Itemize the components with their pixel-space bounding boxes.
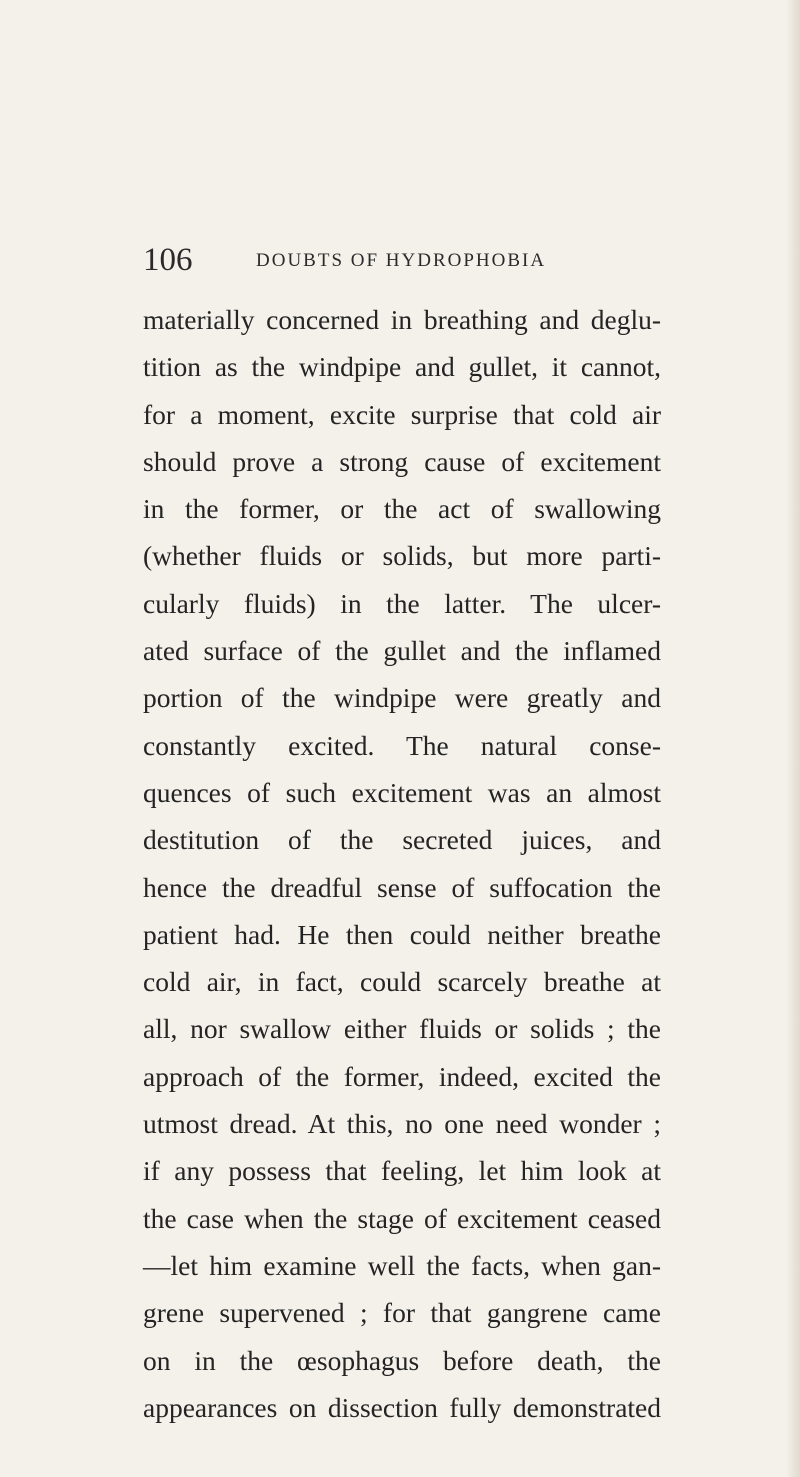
text-line: constantly excited. The natural conse- xyxy=(143,729,661,761)
body-text xyxy=(143,296,661,1431)
page-number: 106 xyxy=(143,242,193,278)
page-edge-shadow xyxy=(786,0,800,1477)
text-line: destitution of the secreted juices, and xyxy=(143,824,661,856)
text-line: patient had. He then could neither breathe xyxy=(143,918,661,950)
text-line: approach of the former, indeed, excited the xyxy=(143,1060,661,1092)
text-line: portion of the windpipe were greatly and xyxy=(143,682,661,714)
text-line: if any possess that feeling, let him look at xyxy=(143,1155,661,1187)
text-line: tition as the windpipe and gullet, it cannot, xyxy=(143,351,661,383)
text-line: grene supervened ; for that gangrene came xyxy=(143,1297,661,1329)
text-line: quences of such excitement was an almost xyxy=(143,776,661,808)
text-line: the case when the stage of excitement ceased xyxy=(143,1202,661,1234)
text-line: —let him examine well the facts, when gan- xyxy=(143,1249,661,1281)
text-line: in the former, or the act of swallowing xyxy=(143,493,661,525)
running-head: DOUBTS OF HYDROPHOBIA xyxy=(256,250,547,271)
text-line: hence the dreadful sense of suffocation the xyxy=(143,871,661,903)
text-line: on in the œsophagus before death, the xyxy=(143,1344,661,1376)
text-line: appearances on dissection fully demonstrated xyxy=(143,1391,661,1423)
text-line: should prove a strong cause of excitement xyxy=(143,445,661,477)
text-line: ated surface of the gullet and the inflamed xyxy=(143,635,661,667)
text-line: all, nor swallow either fluids or solids ; the xyxy=(143,1013,661,1045)
text-line: cold air, in fact, could scarcely breathe at xyxy=(143,966,661,998)
page-header xyxy=(143,240,663,280)
text-line: (whether fluids or solids, but more parti- xyxy=(143,540,661,572)
text-line: utmost dread. At this, no one need wonder ; xyxy=(143,1108,661,1140)
text-line: for a moment, excite surprise that cold air xyxy=(143,398,661,430)
text-line: materially concerned in breathing and deglu- xyxy=(143,304,661,335)
text-line: cularly fluids) in the latter. The ulcer- xyxy=(143,587,661,619)
